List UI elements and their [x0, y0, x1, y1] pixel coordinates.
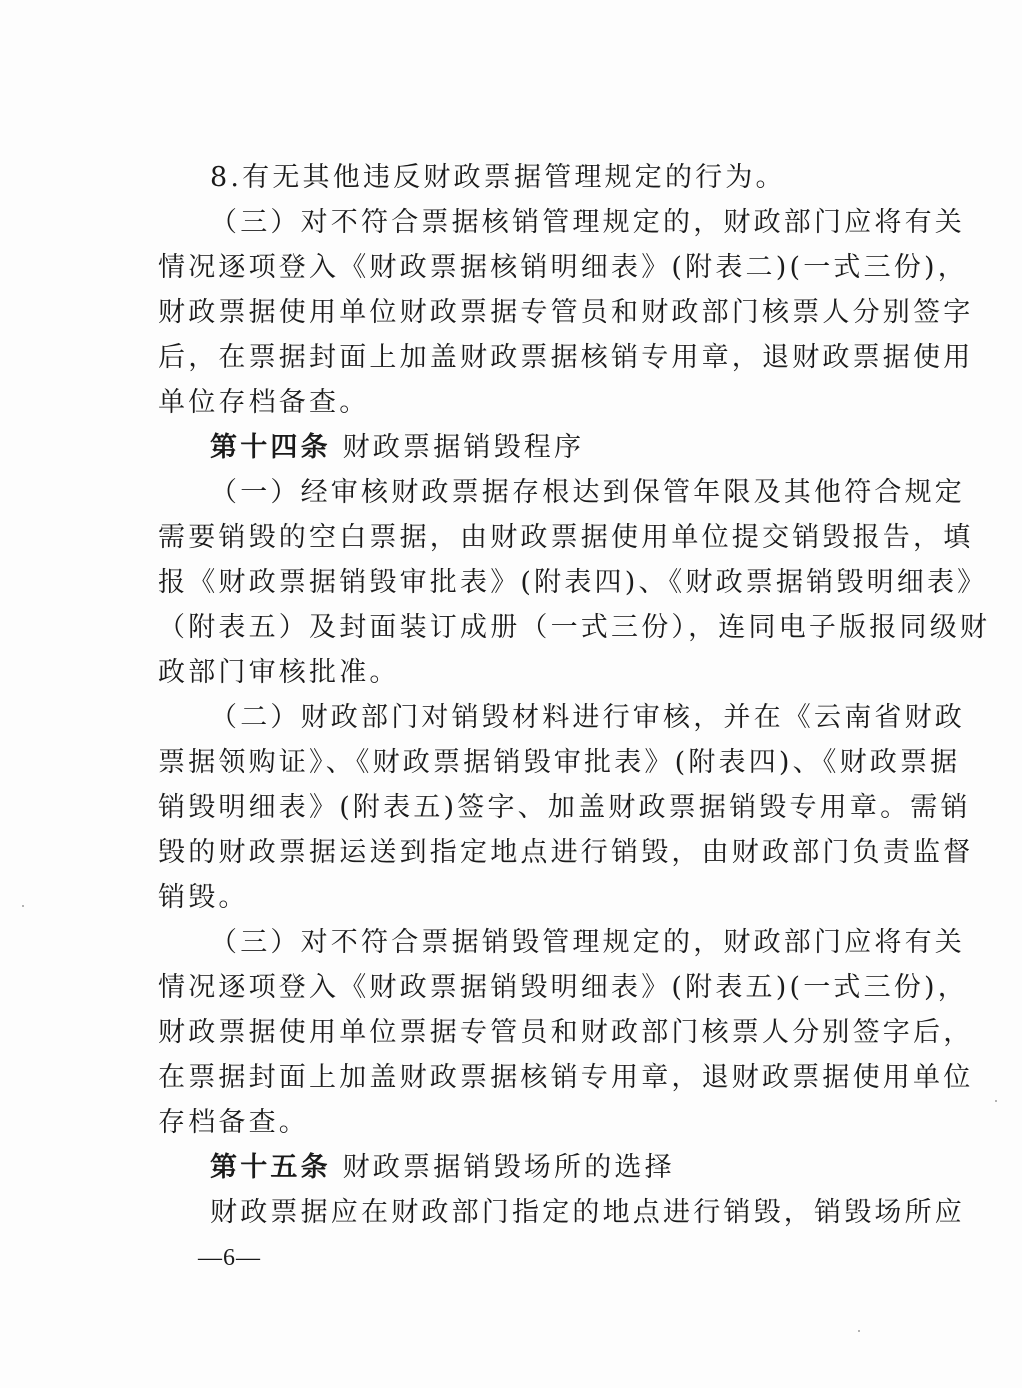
paragraph-line: （附表五）及封面装订成册（一式三份），连同电子版报同级财	[158, 612, 991, 643]
paragraph-line: 单位存档备查。	[158, 387, 370, 418]
paragraph-line: （一）经审核财政票据存根达到保管年限及其他符合规定	[210, 477, 965, 508]
paragraph-line: 需要销毁的空白票据，由财政票据使用单位提交销毁报告，填	[158, 522, 974, 553]
article-title: 财政票据销毁场所的选择	[342, 1152, 675, 1183]
scan-speck	[858, 1330, 860, 1332]
article-number: 第十四条	[210, 432, 331, 463]
article-number: 第十五条	[210, 1152, 331, 1183]
paragraph-line: 财政票据使用单位财政票据专管员和财政部门核票人分别签字	[158, 297, 974, 328]
paragraph-line: 情况逐项登入《财政票据核销明细表》(附表二)(一式三份)，	[158, 252, 968, 283]
paragraph-line: 后，在票据封面上加盖财政票据核销专用章，退财政票据使用	[158, 342, 974, 373]
paragraph-line: 票据领购证》、《财政票据销毁审批表》(附表四)、《财政票据	[158, 747, 961, 778]
paragraph-line: 情况逐项登入《财政票据销毁明细表》(附表五)(一式三份)，	[158, 972, 968, 1003]
paragraph-line: 毁的财政票据运送到指定地点进行销毁，由财政部门负责监督	[158, 837, 974, 868]
paragraph-line: 报《财政票据销毁审批表》(附表四)、《财政票据销毁明细表》	[158, 567, 988, 598]
paragraph-line: （二）财政部门对销毁材料进行审核，并在《云南省财政	[210, 702, 965, 733]
paragraph-line: 财政票据应在财政部门指定的地点进行销毁，销毁场所应	[210, 1197, 965, 1228]
scan-speck	[995, 1100, 997, 1102]
paragraph-line: 财政票据使用单位票据专管员和财政部门核票人分别签字后，	[158, 1017, 974, 1048]
article-heading-15	[210, 1153, 893, 1183]
paragraph-line: 在票据封面上加盖财政票据核销专用章，退财政票据使用单位	[158, 1062, 974, 1093]
scan-speck	[22, 905, 24, 907]
article-title: 财政票据销毁程序	[342, 432, 585, 463]
page-number: —6—	[198, 1245, 261, 1271]
paragraph-line: 8.有无其他违反财政票据管理规定的行为。	[210, 162, 786, 193]
paragraph-line: （三）对不符合票据销毁管理规定的，财政部门应将有关	[210, 927, 965, 958]
paragraph-line: 存档备查。	[158, 1107, 309, 1138]
paragraph-line: 销毁。	[158, 882, 249, 913]
paragraph-line: （三）对不符合票据核销管理规定的，财政部门应将有关	[210, 207, 965, 238]
article-heading-14	[210, 433, 893, 463]
paragraph-line: 销毁明细表》(附表五)签字、加盖财政票据销毁专用章。需销	[158, 792, 971, 823]
paragraph-line: 政部门审核批准。	[158, 657, 400, 688]
